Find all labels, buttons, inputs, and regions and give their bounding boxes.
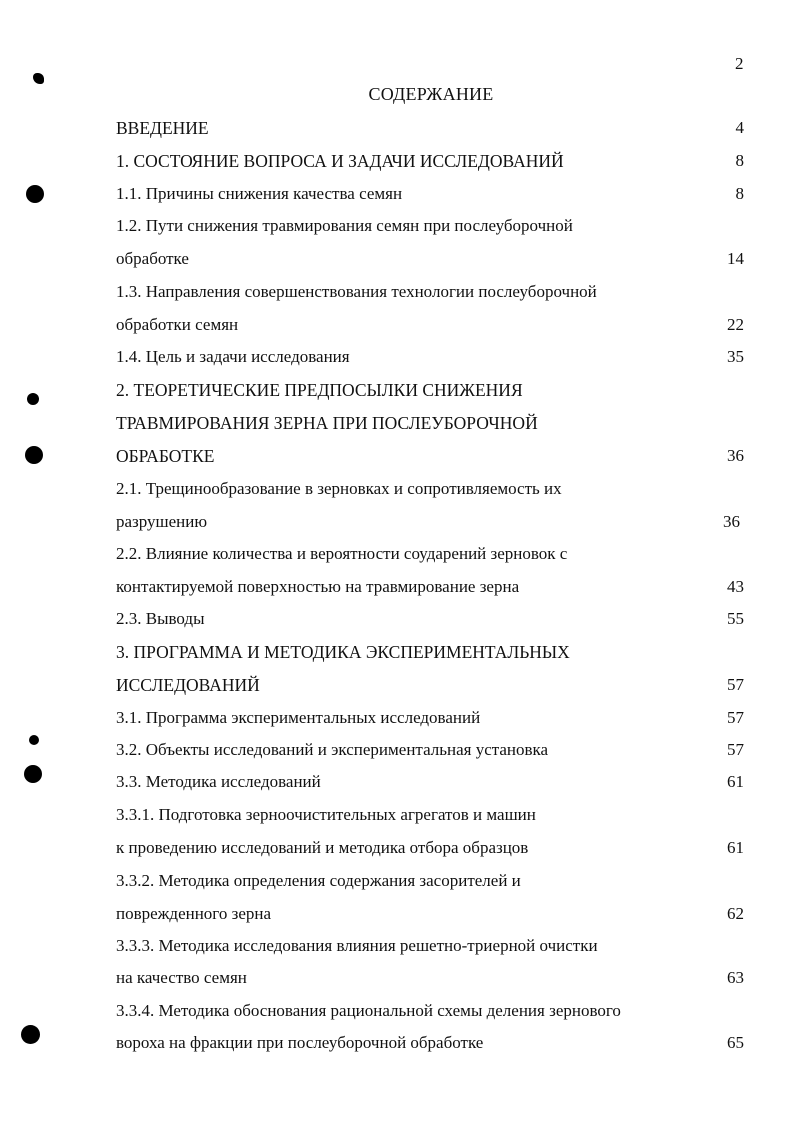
toc-entry bbox=[116, 345, 744, 369]
toc-entry bbox=[116, 575, 744, 599]
toc-entry-text: ИССЛЕДОВАНИЙ bbox=[116, 675, 260, 695]
toc-entry-text: 3.3.1. Подготовка зерноочистительных агрегатов и машин bbox=[116, 805, 536, 824]
punch-hole-mark bbox=[25, 446, 43, 464]
toc-entry-text: 3.1. Программа экспериментальных исследований bbox=[116, 708, 481, 727]
toc-entry-page: 14 bbox=[727, 249, 744, 268]
toc-entry bbox=[116, 869, 744, 893]
toc-entry-text: на качество семян bbox=[116, 968, 247, 987]
punch-hole-mark bbox=[26, 185, 44, 203]
toc-entry-page: 57 bbox=[727, 708, 744, 727]
toc-entry-text: 1. СОСТОЯНИЕ ВОПРОСА И ЗАДАЧИ ИССЛЕДОВАНИЙ bbox=[116, 151, 564, 171]
toc-entry-text: к проведению исследований и методика отбора образцов bbox=[116, 838, 529, 857]
toc-entry-text: 2.1. Трещинообразование в зерновках и сопротивляемость их bbox=[116, 479, 562, 498]
toc-entry bbox=[116, 803, 744, 827]
page-number: 2 bbox=[735, 54, 744, 73]
toc-entry-text: вороха на фракции при послеуборочной обработке bbox=[116, 1033, 484, 1052]
toc-entry-text: обработке bbox=[116, 249, 189, 268]
scan-mark bbox=[27, 393, 39, 405]
toc-entry bbox=[116, 247, 744, 271]
toc-entry bbox=[116, 836, 744, 860]
toc-entry bbox=[116, 411, 744, 435]
toc-entry-text: 1.2. Пути снижения травмирования семян при послеуборочной bbox=[116, 216, 573, 235]
toc-entry bbox=[116, 673, 744, 697]
toc-entry-text: обработки семян bbox=[116, 315, 239, 334]
toc-entry bbox=[116, 116, 744, 140]
toc-entry-text: 1.3. Направления совершенствования технологии послеуборочной bbox=[116, 282, 597, 301]
toc-entry-text: 3.3. Методика исследований bbox=[116, 772, 321, 791]
scan-mark bbox=[33, 73, 44, 84]
toc-entry bbox=[116, 902, 744, 926]
toc-entry bbox=[116, 510, 740, 534]
toc-entry-page: 36 bbox=[723, 512, 740, 531]
toc-entry bbox=[116, 149, 744, 173]
toc-entry bbox=[116, 934, 744, 958]
toc-entry bbox=[116, 378, 744, 402]
toc-entry bbox=[116, 706, 744, 730]
toc-entry bbox=[116, 444, 744, 468]
toc-entry bbox=[116, 607, 744, 631]
toc-entry bbox=[116, 542, 744, 566]
toc-entry-text: 3.3.3. Методика исследования влияния решетно-триерной очистки bbox=[116, 936, 598, 955]
toc-entry bbox=[116, 313, 744, 337]
toc-entry-text: 2.3. Выводы bbox=[116, 609, 205, 628]
toc-entry-text: ОБРАБОТКЕ bbox=[116, 446, 215, 466]
toc-entry-text: 3.2. Объекты исследований и экспериментальная установка bbox=[116, 740, 549, 759]
toc-entry-page: 65 bbox=[727, 1033, 744, 1052]
toc-entry bbox=[116, 966, 744, 990]
toc-entry bbox=[116, 280, 744, 304]
toc-entry-page: 57 bbox=[727, 740, 744, 759]
toc-entry-page: 36 bbox=[727, 446, 744, 465]
toc-entry-page: 61 bbox=[727, 772, 744, 791]
toc-entry-page: 35 bbox=[727, 347, 744, 366]
toc-entry-text: контактируемой поверхностью на травмирование зерна bbox=[116, 577, 520, 596]
toc-entry bbox=[116, 1031, 744, 1055]
toc-entry bbox=[116, 182, 744, 206]
toc-entry-text: 1.4. Цель и задачи исследования bbox=[116, 347, 350, 366]
toc-entry-text: 3.3.2. Методика определения содержания засорителей и bbox=[116, 871, 521, 890]
toc-entry-text: разрушению bbox=[116, 512, 208, 531]
toc-entry bbox=[116, 770, 744, 794]
toc-entry-text: 1.1. Причины снижения качества семян bbox=[116, 184, 403, 203]
toc-entry bbox=[116, 640, 744, 664]
toc-entry bbox=[116, 477, 744, 501]
toc-entry bbox=[116, 999, 744, 1023]
toc-entry-page: 22 bbox=[727, 315, 744, 334]
toc-entry-page: 63 bbox=[727, 968, 744, 987]
toc-entry-text: ВВЕДЕНИЕ bbox=[116, 118, 209, 138]
toc-entry-text: 2. ТЕОРЕТИЧЕСКИЕ ПРЕДПОСЫЛКИ СНИЖЕНИЯ bbox=[116, 380, 523, 400]
toc-entry-page: 8 bbox=[735, 184, 744, 203]
punch-hole-mark bbox=[21, 1025, 40, 1044]
toc-entry-text: 3. ПРОГРАММА И МЕТОДИКА ЭКСПЕРИМЕНТАЛЬНЫХ bbox=[116, 642, 570, 662]
toc-entry-page: 55 bbox=[727, 609, 744, 628]
toc-entry-text: ТРАВМИРОВАНИЯ ЗЕРНА ПРИ ПОСЛЕУБОРОЧНОЙ bbox=[116, 413, 538, 433]
toc-entry bbox=[116, 738, 744, 762]
toc-entry-page: 62 bbox=[727, 904, 744, 923]
toc-entry-page: 57 bbox=[727, 675, 744, 694]
toc-entry-text: 2.2. Влияние количества и вероятности соударений зерновок с bbox=[116, 544, 568, 563]
toc-entry bbox=[116, 214, 744, 238]
page-title: СОДЕРЖАНИЕ bbox=[368, 84, 494, 104]
scan-mark bbox=[29, 735, 39, 745]
punch-hole-mark bbox=[24, 765, 42, 783]
toc-entry-page: 43 bbox=[727, 577, 744, 596]
toc-entry-text: 3.3.4. Методика обоснования рациональной схемы деления зернового bbox=[116, 1001, 621, 1020]
toc-entry-page: 4 bbox=[735, 118, 744, 137]
toc-entry-text: поврежденного зерна bbox=[116, 904, 272, 923]
toc-entry-page: 61 bbox=[727, 838, 744, 857]
toc-entry-page: 8 bbox=[735, 151, 744, 170]
